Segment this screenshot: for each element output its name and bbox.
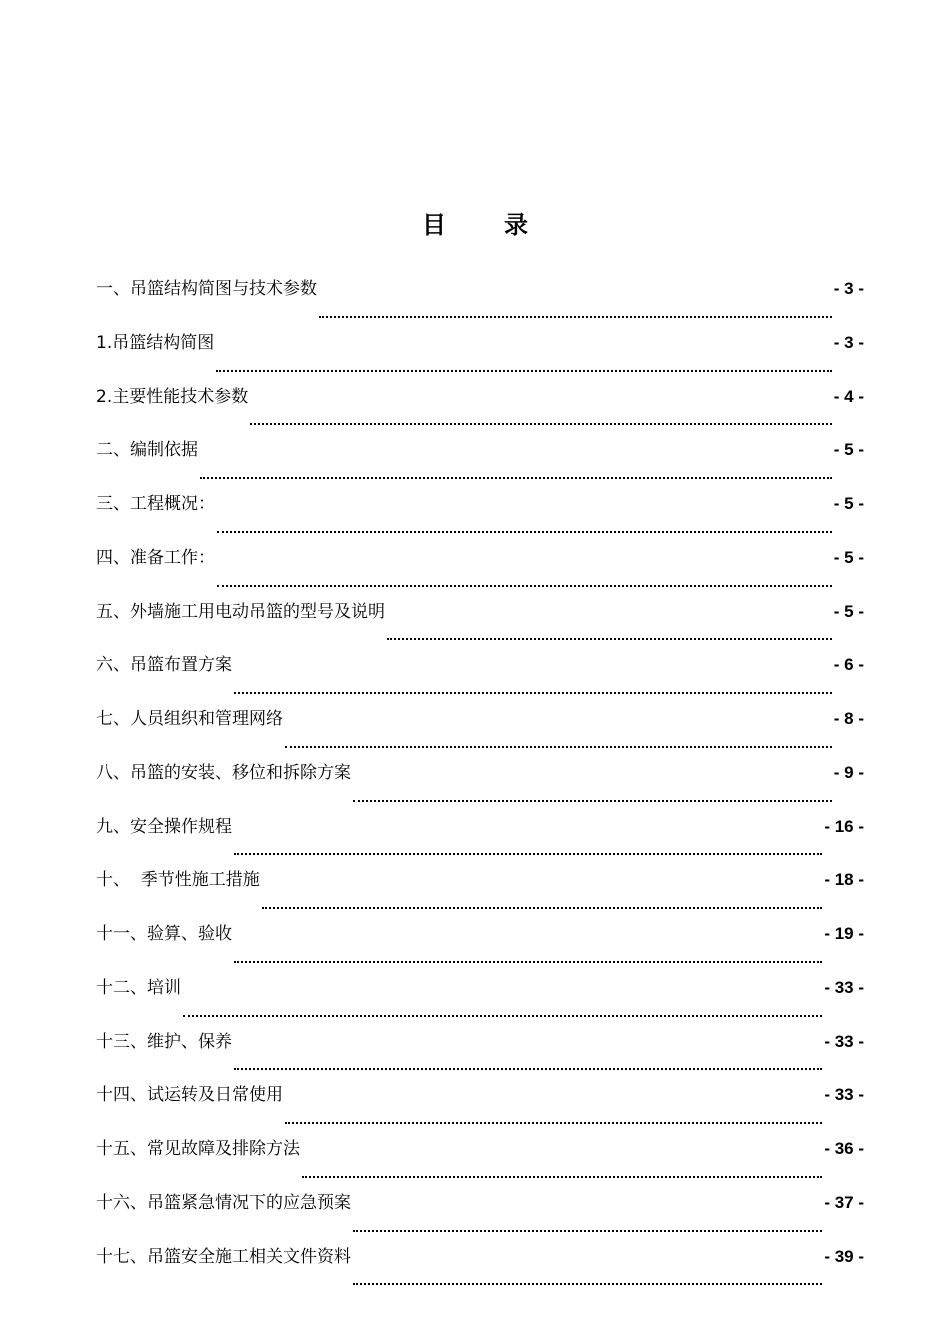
toc-entry-label: 七、人员组织和管理网络 [96,709,283,729]
toc-entry-page: - 6 - [833,655,864,675]
toc-entry[interactable] [96,862,864,916]
dot-leader [216,370,832,372]
toc-entry[interactable] [96,594,864,648]
toc-entry-page: - 36 - [824,1139,864,1158]
toc-entry-page: - 4 - [833,386,864,406]
toc-entry-label: 四、准备工作： [96,547,215,568]
toc-entry-label: 十一、验算、验收 [96,924,232,944]
toc-entry-label: 二、编制依据 [96,440,198,461]
toc-entry[interactable] [96,325,864,379]
toc-entry[interactable] [96,271,864,325]
toc-entry[interactable] [96,1185,864,1239]
toc-entry-label: 一、吊篮结构简图与技术参数 [96,279,317,299]
toc-entry[interactable] [96,1024,864,1078]
toc-entry-label: 十三、维护、保养 [96,1031,232,1052]
dot-leader [353,1283,822,1285]
toc-entry-label: 十七、吊篮安全施工相关文件资料 [96,1246,351,1267]
toc-entry-page: - 9 - [833,762,864,782]
toc-entry-page: - 8 - [833,709,864,728]
toc-entry[interactable] [96,486,864,540]
toc-entry[interactable] [96,970,864,1024]
toc-entry-label: 1.吊篮结构简图 [96,332,215,353]
toc-entry-page: - 33 - [824,977,864,997]
toc-entry-label: 十二、培训 [96,977,181,998]
dot-leader [262,907,823,909]
toc-entry-page: - 3 - [833,332,864,352]
toc-entry-page: - 33 - [824,1031,864,1051]
title-char-1: 目 [422,211,446,239]
toc-entry-page: - 5 - [833,547,864,567]
dot-leader [353,800,832,802]
toc-entry[interactable] [96,1131,864,1185]
dot-leader [285,746,832,748]
toc-entry[interactable] [96,916,864,970]
dot-leader [217,531,832,533]
dot-leader [234,1068,822,1070]
toc-entry-label: 三、工程概况： [96,494,215,514]
page-title [0,205,950,245]
toc-entry-label: 九、安全操作规程 [96,816,232,837]
toc-entry-label: 十六、吊篮紧急情况下的应急预案 [96,1192,351,1213]
toc-entry[interactable] [96,755,864,809]
dot-leader [319,316,832,318]
toc-entry-page: - 19 - [824,924,864,943]
dot-leader [353,1230,822,1232]
toc-entry-label: 八、吊篮的安装、移位和拆除方案 [96,762,351,783]
toc-entry[interactable] [96,647,864,701]
toc-entry-label: 六、吊篮布置方案 [96,655,232,676]
toc-entry-label: 十五、常见故障及排除方法 [96,1139,300,1159]
toc-entry[interactable] [96,1239,864,1293]
dot-leader [302,1176,822,1178]
dot-leader [217,585,832,587]
toc-entry-page: - 16 - [824,816,864,836]
toc-entry-page: - 33 - [824,1085,864,1105]
toc-entry[interactable] [96,432,864,486]
dot-leader [250,423,832,425]
toc-entry-page: - 5 - [833,601,864,621]
dot-leader [183,1015,822,1017]
toc-entry[interactable] [96,1077,864,1131]
toc-entry-page: - 39 - [824,1246,864,1266]
dot-leader [234,692,832,694]
toc-entry-page: - 18 - [824,870,864,890]
toc-entry-page: - 37 - [824,1192,864,1212]
toc-entry-page: - 5 - [833,440,864,460]
toc-entry-label: 2.主要性能技术参数 [96,386,249,407]
toc-entry-label: 五、外墙施工用电动吊篮的型号及说明 [96,601,385,622]
title-char-2: 录 [504,211,528,239]
table-of-contents [96,271,864,1292]
toc-entry[interactable] [96,379,864,433]
toc-entry[interactable] [96,540,864,594]
toc-entry[interactable] [96,809,864,863]
toc-entry-page: - 5 - [833,494,864,513]
dot-leader [285,1122,822,1124]
dot-leader [200,477,832,479]
dot-leader [234,961,822,963]
dot-leader [234,853,822,855]
toc-entry[interactable] [96,701,864,755]
toc-entry-label: 十、 季节性施工措施 [96,870,260,891]
toc-entry-page: - 3 - [833,279,864,298]
toc-entry-label: 十四、试运转及日常使用 [96,1085,283,1106]
dot-leader [387,638,832,640]
